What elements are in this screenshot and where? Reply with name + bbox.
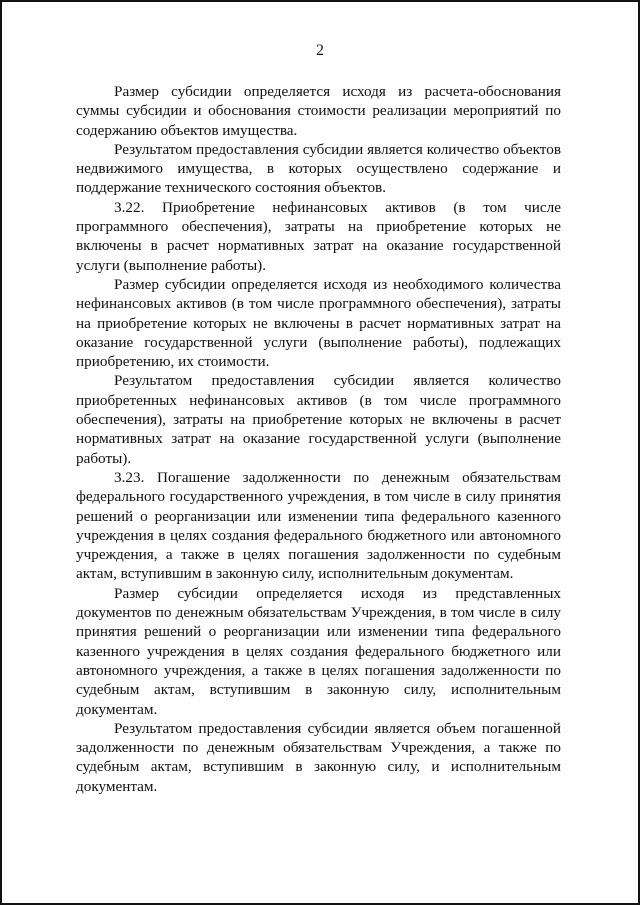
paragraph: 3.22. Приобретение нефинансовых активов (в том числе программного обеспечения), затраты на приобретение которых не включены в расчет нормативных затрат на оказание государственной услуги (выполнение работы).: [76, 198, 561, 274]
paragraph: Размер субсидии определяется исходя из представленных документов по денежным обязательствам Учреждения, в том числе в силу принятия решений о реорганизации или изменении типа федерального казенного учреждения в целях создания федерального бюджетного или автономного учреждения, а также в целях погашения задолженности по судебным актам, вступившим в законную силу, исполнительным документам.: [76, 584, 561, 718]
paragraph: Размер субсидии определяется исходя из расчета-обоснования суммы субсидии и обоснования стоимости реализации мероприятий по содержанию объектов имущества.: [76, 83, 561, 139]
paragraph: Результатом предоставления субсидии является количество объектов недвижимого имущества, в которых осуществлено содержание и поддержание технического состояния объектов.: [76, 140, 561, 197]
paragraph: 3.23. Погашение задолженности по денежным обязательствам федерального государственного учреждения, в том числе в силу принятия решений о реорганизации или изменении типа федерального казенного учреждения в целях создания федерального бюджетного или автономного учреждения, а также в целях погашения задолженности по судебным актам, вступившим в законную силу, исполнительным документам.: [76, 468, 561, 583]
paragraph: Результатом предоставления субсидии является количество приобретенных нефинансовых активов (в том числе программного обеспечения), затраты на приобретение которых не включены в расчет нормативных затрат на оказание государственной услуги (выполнение работы).: [76, 372, 561, 467]
document-body: [76, 82, 561, 796]
paragraph: Размер субсидии определяется исходя из необходимого количества нефинансовых активов (в том числе программного обеспечения), затраты на приобретение которых не включены в расчет нормативных затрат на оказание государственной услуги (выполнение работы), подлежащих приобретению, их стоимости.: [76, 275, 561, 371]
page-number: 2: [316, 42, 324, 59]
paragraph: Результатом предоставления субсидии является объем погашенной задолженности по денежным обязательствам Учреждения, а также по судебным актам, вступившим в законную силу, и исполнительным документам.: [76, 719, 561, 795]
